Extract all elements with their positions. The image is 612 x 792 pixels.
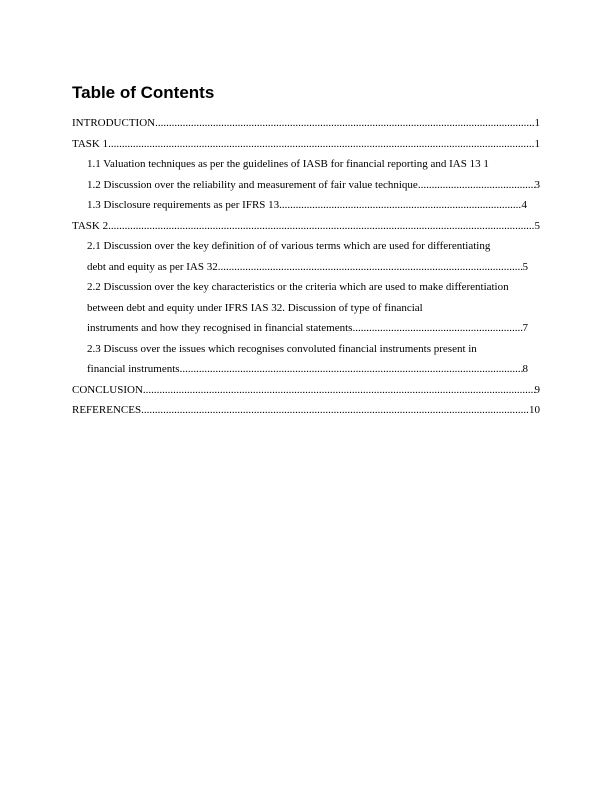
- toc-entry-2-3[interactable]: [72, 339, 540, 380]
- leader-dots: [155, 113, 534, 134]
- toc-entry-text: TASK 2: [72, 219, 109, 232]
- toc-entry-text: INTRODUCTION: [72, 117, 156, 129]
- leader-dots: [143, 380, 535, 401]
- toc-entry-conclusion[interactable]: [72, 380, 540, 401]
- toc-entry-last-line: [87, 257, 540, 278]
- toc-entry-text: 2.3 Discuss over the issues which recognises convoluted financial instruments present in: [87, 342, 477, 355]
- toc-entry-text: 1.1 Valuation techniques as per the guidelines of IASB for financial reporting and IAS 13 1: [87, 158, 489, 170]
- toc-page-number: 3: [534, 178, 540, 191]
- toc-entry-text: TASK 1: [72, 137, 109, 150]
- toc-entry-text-cont: instruments and how they recognised in financial statements: [87, 322, 353, 334]
- toc-entry-text: CONCLUSION: [72, 383, 143, 396]
- toc-entry-text-cont: debt and equity as per IAS 32: [87, 260, 218, 273]
- toc-page-number: 9: [534, 383, 540, 396]
- toc-entry-2-2[interactable]: [72, 277, 540, 339]
- toc-entry-last-line: [87, 359, 540, 380]
- toc-entry-2-1[interactable]: [72, 236, 540, 277]
- toc-entry-task-1[interactable]: [72, 134, 540, 155]
- toc-entry-1-3[interactable]: [72, 195, 540, 216]
- leader-dots: [279, 195, 521, 216]
- toc-entry-task-2[interactable]: [72, 216, 540, 237]
- toc-page-number: 5: [522, 260, 528, 273]
- document-page: [72, 82, 540, 421]
- leader-dots: [108, 216, 534, 237]
- leader-dots: [352, 318, 522, 339]
- toc-page-number: 10: [529, 404, 540, 416]
- toc-page-number: 4: [521, 199, 527, 211]
- toc-entry-text: 2.2 Discussion over the key characteristics or the criteria which are used to make differentiation between debt and equity under IFRS IAS 32. Discussion of type of financial: [87, 281, 509, 314]
- leader-dots: [418, 175, 535, 196]
- leader-dots: [180, 359, 523, 380]
- toc-page-number: 8: [522, 363, 528, 375]
- toc-entry-last-line: [87, 318, 540, 339]
- toc-entry-introduction[interactable]: [72, 113, 540, 134]
- toc-entry-text-cont: financial instruments: [87, 363, 180, 375]
- toc-entry-1-1[interactable]: [72, 154, 540, 175]
- leader-dots: [141, 400, 529, 421]
- toc-title: Table of Contents: [72, 83, 215, 102]
- toc-entry-text: 1.3 Disclosure requirements as per IFRS 13: [87, 199, 280, 211]
- leader-dots: [108, 134, 534, 155]
- toc-page-number: 5: [534, 219, 540, 232]
- toc-page-number: 1: [534, 137, 540, 150]
- toc-entry-text: 2.1 Discussion over the key definition of of various terms which are used for differentiating: [87, 240, 491, 252]
- leader-dots: [218, 257, 523, 278]
- toc-entry-references[interactable]: [72, 400, 540, 421]
- toc-entry-1-2[interactable]: [72, 175, 540, 196]
- toc-page-number: 7: [522, 322, 528, 334]
- toc-page-number: 1: [534, 117, 540, 129]
- toc-entry-text: 1.2 Discussion over the reliability and measurement of fair value technique: [87, 178, 418, 191]
- toc-entry-text: REFERENCES: [72, 404, 142, 416]
